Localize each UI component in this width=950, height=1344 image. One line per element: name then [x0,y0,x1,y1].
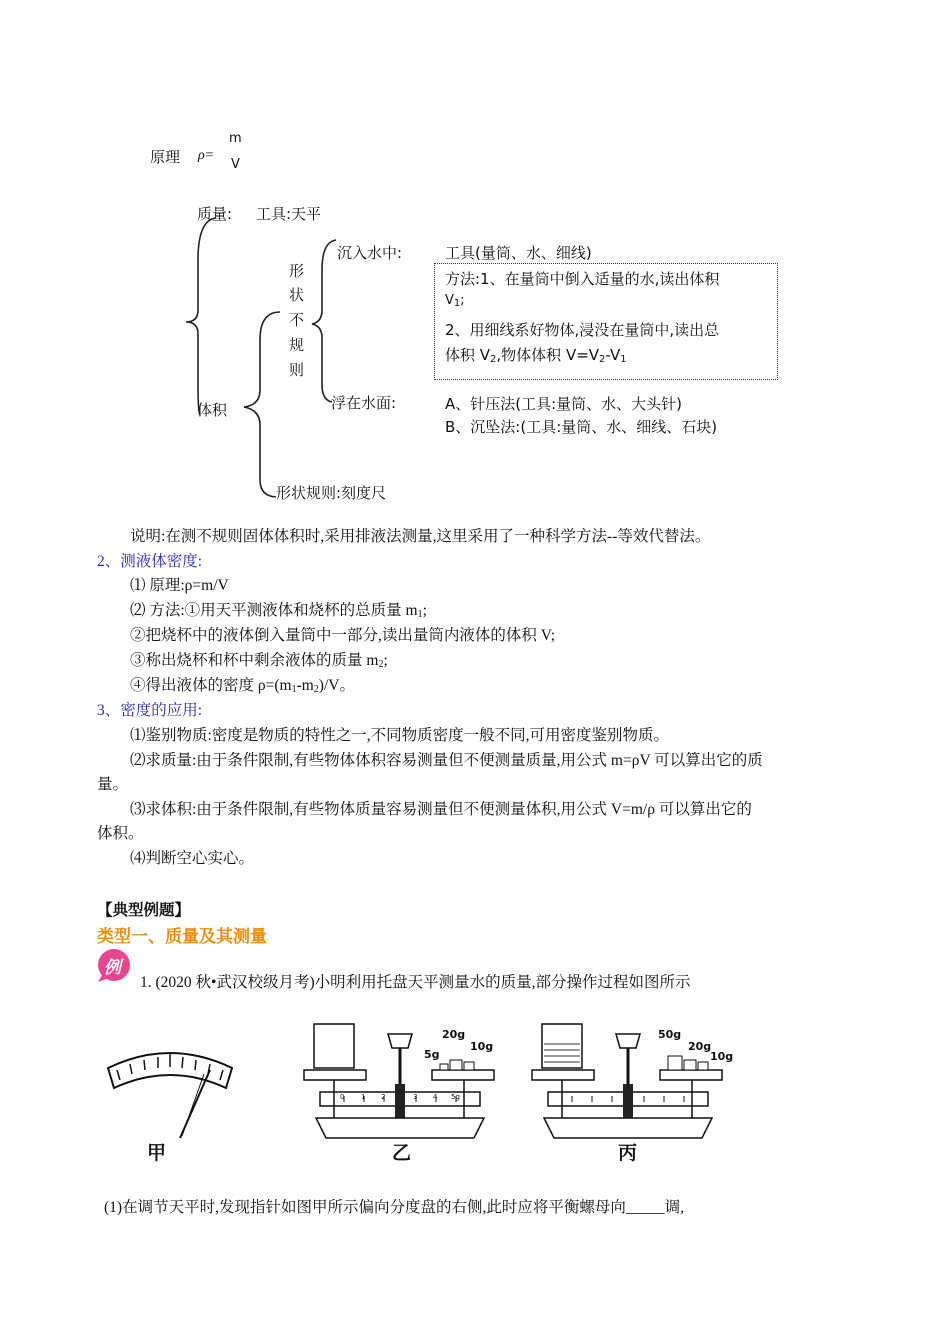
volume-label: 体积 [197,401,228,419]
question-text: 1. (2020 秋•武汉校级月考)小明利用托盘天平测量水的质量,部分操作过程如图所示 [140,974,691,991]
section-3-heading: 3、密度的应用: [97,702,203,719]
brace-lines [180,200,350,520]
irregular-char: 形 [289,262,305,280]
section-2-item-4: ③称出烧杯和杯中剩余液体的质量 $m_2$; [130,652,388,670]
ruler-tick-label: 5g [451,1093,460,1101]
mass-label: 质量: [197,205,233,223]
section-2-item-3: ②把烧杯中的液体倒入量筒中一部分,读出量筒内液体的体积 V; [130,627,556,644]
section-3-item-4: ⑷判断空心实心。 [130,850,255,867]
type-heading: 类型一、质量及其测量 [97,927,267,946]
yi-weight-10g: 10g [470,1040,494,1053]
examples-heading: 【典型例题】 [97,902,191,919]
yi-weight-20g: 20g [442,1028,466,1041]
mass-tool: 工具:天平 [256,205,322,223]
figure-yi-balance [300,1020,500,1140]
ruler-tick-label: 4 [433,1093,438,1101]
irregular-char: 规 [289,336,305,354]
regular-shape-label: 形状规则:刻度尺 [276,484,387,502]
section-2-item-1: ⑴ 原理:ρ=m/V [130,577,229,594]
principle-label: 原理 [150,148,181,166]
method-line-3: 2、用细线系好物体,浸没在量筒中,读出总 [445,321,720,339]
method-line-1: 方法:1、在量筒中倒入适量的水,读出体积 [445,270,720,288]
figure-yi-label: 乙 [392,1142,412,1164]
bing-weight-10g: 10g [710,1050,734,1063]
float-label: 浮在水面: [331,394,397,412]
section-2-item-2: ⑵ 方法:①用天平测液体和烧杯的总质量 $m_1$; [130,602,427,620]
section-2-item-5: ④得出液体的密度 $\rho=(m_1-m_2)/V$。 [130,677,355,695]
ruler-tick-label: 3 [413,1093,418,1101]
section-3-item-3: ⑶求体积:由于条件限制,有些物体质量容易测量但不便测量体积,用公式 V=m/ρ 可以算出它的 [130,801,752,818]
yi-weight-5g: 5g [424,1048,440,1061]
note-paragraph: 说明:在测不规则固体体积时,采用排液法测量,这里采用了一种科学方法--等效代替法。 [130,528,711,545]
ruler-tick-label: 0 [340,1093,345,1101]
bing-weight-20g: 20g [688,1040,712,1053]
section-3-item-3-cont: 体积。 [97,825,144,842]
irregular-char: 状 [289,286,305,304]
fraction-denominator: V [231,157,240,172]
example-badge: 例 [96,947,132,983]
section-3-item-1: ⑴鉴别物质:密度是物质的特性之一,不同物质密度一般不同,可用密度鉴别物质。 [130,727,670,744]
figure-bing-balance [528,1020,738,1140]
irregular-char: 不 [289,311,305,329]
section-3-item-2: ⑵求质量:由于条件限制,有些物体体积容易测量但不便测量质量,用公式 m=ρV 可以算出它的质 [130,752,763,769]
figure-jia-label: 甲 [147,1142,167,1164]
method-line-4: 体积 $V_2$,物体体积 $V=V_2-V_1$ [445,346,627,365]
section-3-item-2-cont: 量。 [97,776,129,793]
fraction-numerator: m [229,131,242,146]
sub-question: (1)在调节天平时,发现指针如图甲所示偏向分度盘的右侧,此时应将平衡螺母向_____调, [104,1199,684,1216]
section-2-heading: 2、测液体密度: [97,553,203,570]
ruler-tick-label: 1 [361,1093,366,1101]
figure-bing-label: 丙 [618,1142,638,1164]
sink-label: 沉入水中: [337,244,403,262]
rho-equals: ρ= [198,148,215,163]
sink-tool: 工具(量筒、水、细线) [445,244,592,262]
figure-jia-dial [100,1040,240,1150]
float-method-a: A、针压法(工具:量筒、水、大头针) [445,395,683,413]
ruler-tick-label: 2 [381,1093,386,1101]
float-method-b: B、沉坠法:(工具:量筒、水、细线、石块) [445,418,718,436]
bing-weight-50g: 50g [658,1028,682,1041]
irregular-char: 则 [289,361,305,379]
method-line-2: $V_1$; [445,293,465,309]
